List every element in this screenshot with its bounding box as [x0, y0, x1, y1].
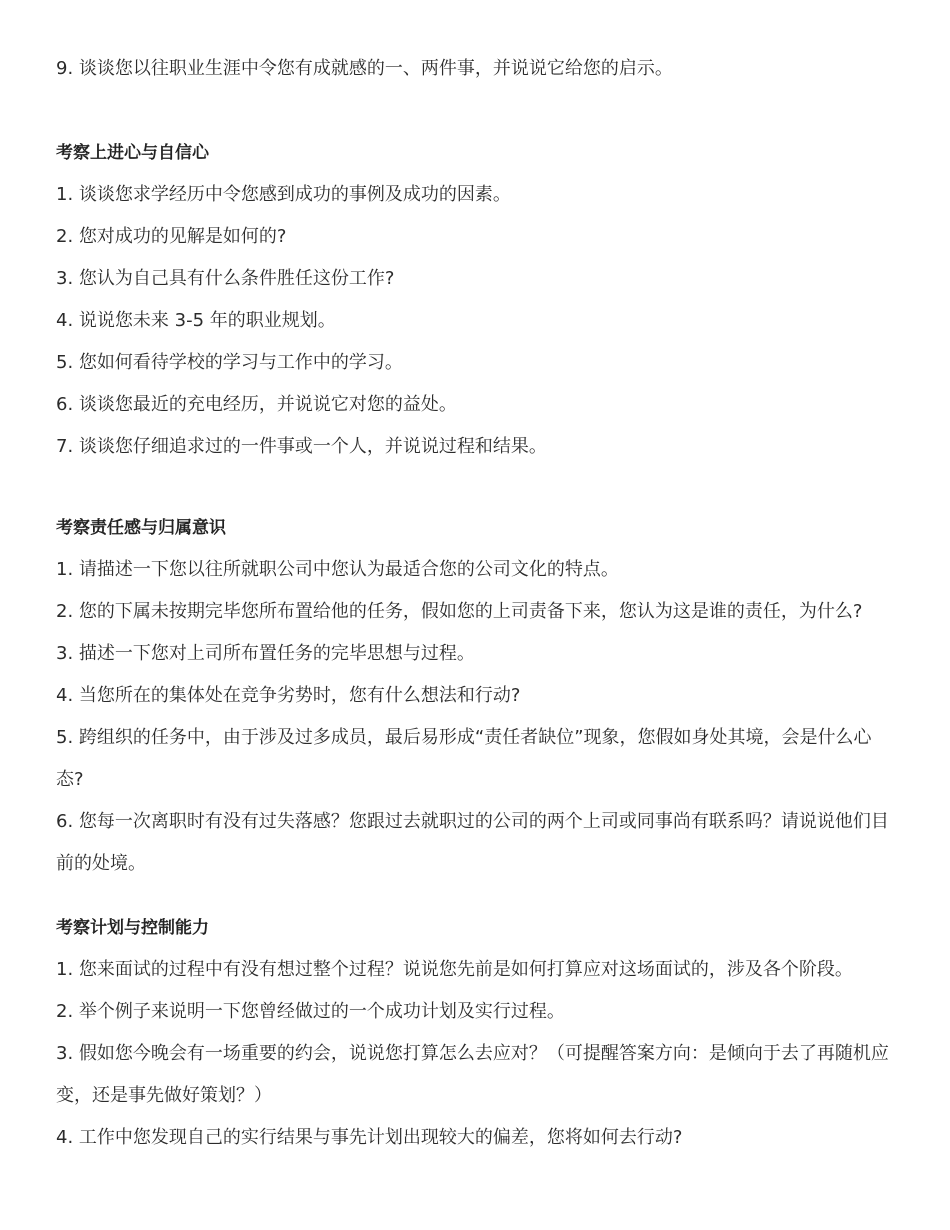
list-item: 3. 您认为自己具有什么条件胜任这份工作?	[56, 268, 395, 289]
list-item: 2. 您对成功的见解是如何的?	[56, 226, 287, 247]
section-responsibility	[56, 507, 894, 885]
list-item: 5. 跨组织的任务中，由于涉及过多成员，最后易形成“责任者缺位”现象，您假如身处其境，会是什么心态?	[56, 727, 872, 790]
intro-block	[56, 48, 894, 90]
list-item: 4. 说说您未来 3-5 年的职业规划。	[56, 310, 336, 331]
list-item: 7. 谈谈您仔细追求过的一件事或一个人，并说说过程和结果。	[56, 436, 547, 457]
list-item: 1. 您来面试的过程中有没有想过整个过程？说说您先前是如何打算应对这场面试的，涉及各个阶段。	[56, 959, 853, 980]
list-item: 3. 描述一下您对上司所布置任务的完毕思想与过程。	[56, 643, 475, 664]
list-item: 4. 工作中您发现自己的实行结果与事先计划出现较大的偏差，您将如何去行动?	[56, 1127, 683, 1148]
section-self-motivation	[56, 132, 894, 468]
list-item: 1. 请描述一下您以往所就职公司中您认为最适合您的公司文化的特点。	[56, 559, 619, 580]
list-item: 6. 谈谈您最近的充电经历，并说说它对您的益处。	[56, 394, 457, 415]
list-item: 3. 假如您今晚会有一场重要的约会，说说您打算怎么去应对？（可提醒答案方向：是倾向于去了再随机应变，还是事先做好策划？）	[56, 1043, 889, 1106]
section-title: 考察责任感与归属意识	[56, 518, 226, 538]
list-item: 9. 谈谈您以往职业生涯中令您有成就感的一、两件事，并说说它给您的启示。	[56, 58, 673, 79]
section-planning-control	[56, 907, 894, 1159]
section-title: 考察计划与控制能力	[56, 918, 209, 938]
list-item: 2. 您的下属未按期完毕您所布置给他的任务，假如您的上司责备下来，您认为这是谁的责任，为什么?	[56, 601, 863, 622]
list-item: 6. 您每一次离职时有没有过失落感？您跟过去就职过的公司的两个上司或同事尚有联系吗？请说说他们目前的处境。	[56, 811, 889, 874]
list-item: 1. 谈谈您求学经历中令您感到成功的事例及成功的因素。	[56, 184, 511, 205]
section-title: 考察上进心与自信心	[56, 143, 209, 163]
list-item: 2. 举个例子来说明一下您曾经做过的一个成功计划及实行过程。	[56, 1001, 565, 1022]
list-item: 5. 您如何看待学校的学习与工作中的学习。	[56, 352, 403, 373]
list-item: 4. 当您所在的集体处在竞争劣势时，您有什么想法和行动?	[56, 685, 521, 706]
